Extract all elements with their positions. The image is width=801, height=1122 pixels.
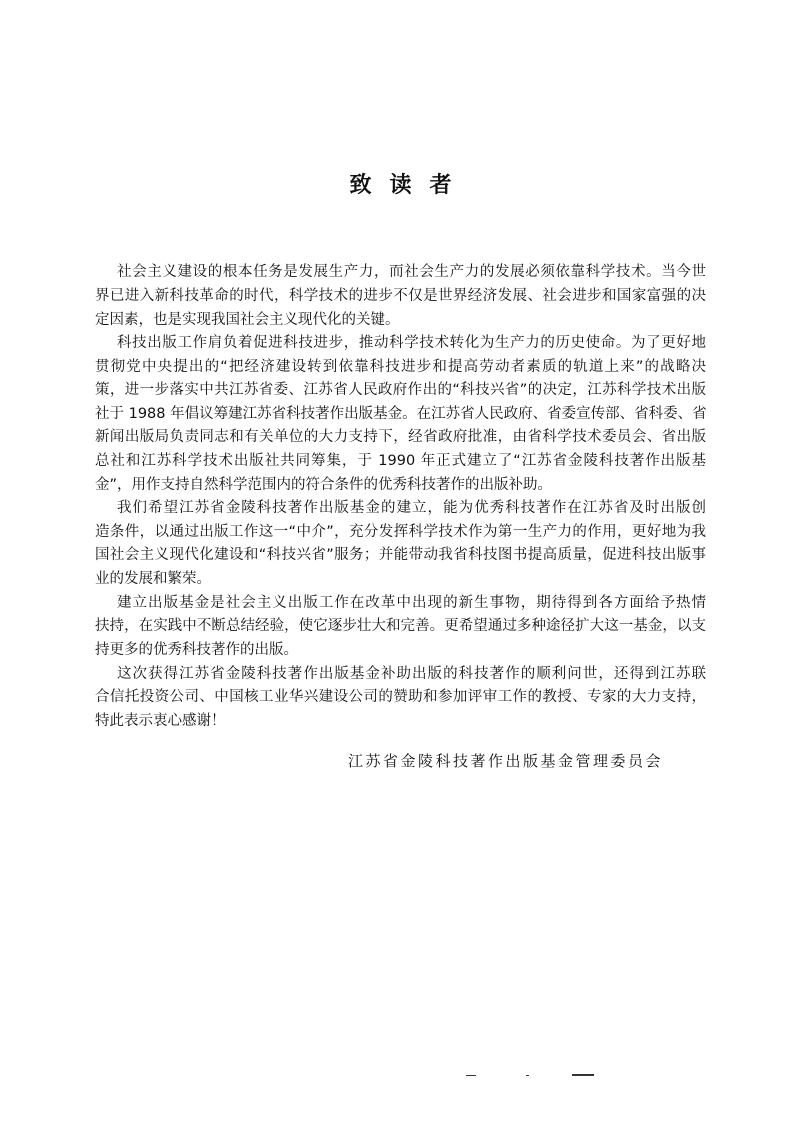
paragraph-4-line: 建立出版基金是社会主义出版工作在改革中出现的新生事物，期待得到各方面给予热情 <box>117 595 706 611</box>
paragraph-1-line: 定因素，也是实现我国社会主义现代化的关键。 <box>95 312 400 328</box>
paragraph-2-line: 总社和江苏科学技术出版社共同筹集，于 1990 年正式建立了“江苏省金陵科技著作出版基 <box>95 453 706 469</box>
scan-mark <box>466 1075 476 1076</box>
paragraph-2-line: 科技出版工作肩负着促进科技进步，推动科学技术转化为生产力的历史使命。为了更好地 <box>117 335 706 351</box>
paragraph-3-line: 我们希望江苏省金陵科技著作出版基金的建立，能为优秀科技著作在江苏省及时出版创 <box>117 500 706 516</box>
paragraph-4-line: 持更多的优秀科技著作的出版。 <box>95 642 298 658</box>
paragraph-4-line: 扶持，在实践中不断总结经验，使它逐步壮大和完善。更希望通过多种途径扩大这一基金，以支 <box>95 618 706 634</box>
signature: 江苏省金陵科技著作出版基金管理委员会 <box>348 752 664 770</box>
paragraph-2-line: 贯彻党中央提出的“把经济建设转到依靠科技进步和提高劳动者素质的轨道上来”的战略决 <box>95 359 706 375</box>
paragraph-5-line: 合信托投资公司、中国核工业华兴建设公司的赞助和参加评审工作的教授、专家的大力支持， <box>95 689 706 705</box>
paragraph-3-line: 国社会主义现代化建设和“科技兴省”服务；并能带动我省科技图书提高质量，促进科技出版事 <box>95 547 706 563</box>
scan-mark <box>572 1074 594 1076</box>
paragraph-2-line: 新闻出版局负责同志和有关单位的大力支持下，经省政府批准，由省科学技术委员会、省出版 <box>95 429 706 445</box>
paragraph-5-line: 特此表示衷心感谢！ <box>95 713 226 729</box>
paragraph-3-line: 造条件，以通过出版工作这一“中介”，充分发挥科学技术作为第一生产力的作用，更好地为我 <box>95 524 706 540</box>
paragraph-2-line: 策，进一步落实中共江苏省委、江苏省人民政府作出的“科技兴省”的决定，江苏科学技术出版 <box>95 382 706 398</box>
paragraph-1-line: 社会主义建设的根本任务是发展生产力，而社会生产力的发展必须依靠科学技术。当今世 <box>117 264 706 280</box>
paragraph-2-line: 社于 1988 年倡议筹建江苏省科技著作出版基金。在江苏省人民政府、省委宣传部、省科委、省 <box>95 406 707 422</box>
paragraph-2-line: 金”，用作支持自然科学范围内的符合条件的优秀科技著作的出版补助。 <box>95 477 553 493</box>
paragraph-1-line: 界已进入新科技革命的时代，科学技术的进步不仅是世界经济发展、社会进步和国家富强的决 <box>95 288 706 304</box>
scan-mark <box>526 1075 529 1076</box>
paragraph-5-line: 这次获得江苏省金陵科技著作出版基金补助出版的科技著作的顺利问世，还得到江苏联 <box>117 666 706 682</box>
paragraph-3-line: 业的发展和繁荣。 <box>95 571 211 587</box>
page-title: 致读者 <box>349 173 470 198</box>
